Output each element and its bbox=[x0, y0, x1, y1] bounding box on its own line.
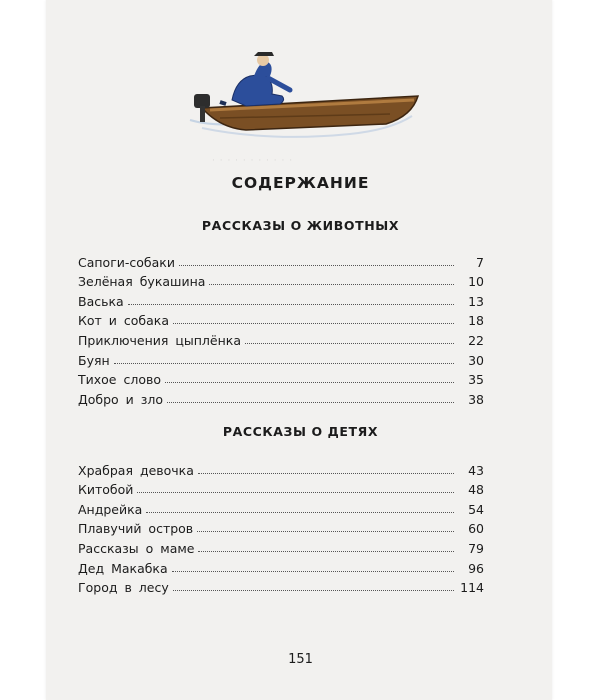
toc-entry[interactable] bbox=[78, 556, 484, 576]
toc-entry-page: 10 bbox=[468, 274, 484, 290]
dot-leader bbox=[209, 284, 454, 285]
toc-entry-title: Сапоги-собаки bbox=[78, 254, 175, 270]
page-title: СОДЕРЖАНИЕ bbox=[231, 174, 370, 192]
toc-entry[interactable] bbox=[78, 328, 484, 348]
dot-leader bbox=[198, 473, 454, 474]
dot-leader bbox=[167, 402, 454, 403]
toc-entry[interactable] bbox=[78, 309, 484, 329]
toc-entry-title: Зелёная букашина bbox=[78, 274, 206, 290]
dot-leader bbox=[245, 343, 454, 344]
dot-leader bbox=[173, 323, 454, 324]
toc-entry-page: 43 bbox=[468, 462, 484, 478]
section-heading-animals: РАССКАЗЫ О ЖИВОТНЫХ bbox=[201, 218, 400, 233]
toc-list-animals bbox=[78, 250, 484, 407]
toc-entry[interactable] bbox=[78, 270, 484, 290]
toc-entry-page: 30 bbox=[468, 352, 484, 368]
toc-entry-title: Плавучий остров bbox=[78, 521, 194, 537]
toc-entry-title: Рассказы о маме bbox=[78, 540, 195, 556]
toc-entry[interactable] bbox=[78, 536, 484, 556]
bleed-through-text: · · · · · · · · · · · bbox=[212, 156, 294, 166]
toc-entry-page: 54 bbox=[468, 501, 484, 517]
toc-entry-title: Васька bbox=[78, 293, 124, 309]
toc-entry-title: Андрейка bbox=[78, 501, 143, 517]
dot-leader bbox=[165, 382, 454, 383]
toc-entry-title: Храбрая девочка bbox=[78, 462, 194, 478]
toc-entry-page: 38 bbox=[468, 391, 484, 407]
toc-entry-title: Добро и зло bbox=[78, 391, 164, 407]
dot-leader bbox=[179, 265, 454, 266]
toc-entry-page: 60 bbox=[468, 521, 484, 537]
toc-entry-title: Дед Макабка bbox=[78, 560, 168, 576]
boat-illustration bbox=[150, 50, 430, 140]
toc-entry[interactable] bbox=[78, 348, 484, 368]
toc-entry-title: Город в лесу bbox=[78, 580, 169, 596]
toc-entry-page: 114 bbox=[460, 580, 484, 596]
toc-entry-title: Буян bbox=[78, 352, 110, 368]
toc-entry-page: 22 bbox=[468, 332, 484, 348]
dot-leader bbox=[197, 531, 454, 532]
dot-leader bbox=[128, 304, 454, 305]
toc-entry-title: Китобой bbox=[78, 482, 134, 498]
toc-entry[interactable] bbox=[78, 458, 484, 478]
toc-entry[interactable] bbox=[78, 497, 484, 517]
dot-leader bbox=[173, 590, 454, 591]
dot-leader bbox=[172, 571, 454, 572]
toc-entry-page: 18 bbox=[468, 313, 484, 329]
toc-entry[interactable] bbox=[78, 289, 484, 309]
toc-entry-title: Кот и собака bbox=[78, 313, 169, 329]
toc-entry-title: Тихое слово bbox=[78, 372, 161, 388]
toc-entry[interactable] bbox=[78, 478, 484, 498]
dot-leader bbox=[137, 492, 454, 493]
toc-entry-page: 7 bbox=[476, 254, 484, 270]
toc-entry[interactable] bbox=[78, 387, 484, 407]
toc-entry-page: 35 bbox=[468, 372, 484, 388]
section-heading-children: РАССКАЗЫ О ДЕТЯХ bbox=[222, 424, 379, 439]
toc-entry[interactable] bbox=[78, 368, 484, 388]
page-number: 151 bbox=[288, 652, 313, 667]
toc-entry-page: 48 bbox=[468, 482, 484, 498]
toc-entry-page: 96 bbox=[468, 560, 484, 576]
dot-leader bbox=[146, 512, 454, 513]
toc-entry[interactable] bbox=[78, 250, 484, 270]
toc-list-children bbox=[78, 458, 484, 595]
toc-entry[interactable] bbox=[78, 517, 484, 537]
toc-entry-page: 13 bbox=[468, 293, 484, 309]
dot-leader bbox=[198, 551, 454, 552]
toc-entry-title: Приключения цыплёнка bbox=[78, 332, 241, 348]
toc-entry-page: 79 bbox=[468, 540, 484, 556]
dot-leader bbox=[114, 363, 454, 364]
toc-entry[interactable] bbox=[78, 576, 484, 596]
